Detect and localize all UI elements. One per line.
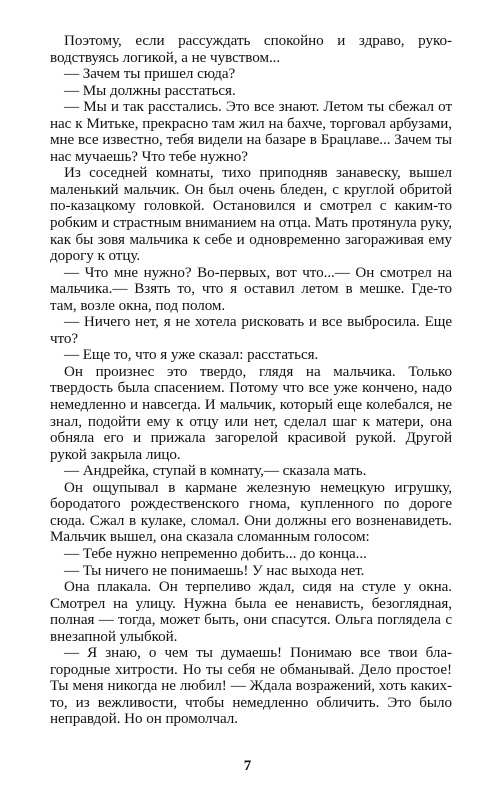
paragraph: — Ты ничего не понимаешь! У нас выхода нет. <box>64 562 365 579</box>
paragraph: — Мы должны расстаться. <box>64 82 236 99</box>
paragraph: — Мы и так расстались. Это все знают. Летом ты сбежал от нас к Митьке, прекрасно там жил на бахче, торговал арбузами, мне все известно, тебя видели на базаре в Брацлаве... Зачем ты нас мучаешь? Что тебе нужно? <box>50 99 452 165</box>
paragraph: — Тебе нужно непременно добить... до конца... <box>64 545 367 562</box>
paragraph: Из соседней комнаты, тихо приподняв занавеску, вышел маленький мальчик. Он был очень бледен, с круглой обритой по-казацкому головкой. Остановился и смотрел с каким-то робким и страстным вниманием на отца. Мать протянула руку, как бы зовя мальчика к себе и одновременно загораживая ему дорогу к отцу. <box>50 165 452 265</box>
paragraph: — Зачем ты пришел сюда? <box>64 66 236 83</box>
paragraph: — Андрейка, ступай в комнату,— сказала мать. <box>64 463 367 480</box>
body-text <box>50 33 452 728</box>
paragraph: — Что мне нужно? Во-первых, вот что...— Он смотрел на мальчика.— Взять то, что я оставил летом в мешке. Где-то там, возле окна, под полом. <box>50 264 452 314</box>
paragraph: Она плакала. Он терпеливо ждал, сидя на стуле у окна. Смотрел на улицу. Нужна была ее ненависть, безоглядная, полная — тогда, может быть, они спасутся. Ольга поглядела с внезапной улыбкой. <box>50 579 452 645</box>
page-number: 7 <box>243 758 252 774</box>
paragraph: — Еще то, что я уже сказал: расстаться. <box>64 347 319 364</box>
paragraph: — Я знаю, о чем ты думаешь! Понимаю все твои благородные хитрости. Но ты себя не обманывай. Дело простое! Ты меня никогда не любил! — Ждала возражений, хоть каких-то, из вежливости, чтобы немедленно обличить. Это было неправдой. Но он промолчал. <box>50 645 452 728</box>
paragraph: Он ощупывал в кармане железную немецкую игрушку, бородатого рождественского гнома, купленного по дороге сюда. Сжал в кулаке, сломал. Они должны его возненавидеть. Мальчик вышел, она сказала сломанным голосом: <box>50 479 452 546</box>
paragraph: Поэтому, если рассуждать спокойно и здраво, руководствуясь логикой, а не чувством... <box>50 33 452 66</box>
paragraph: Он произнес это твердо, глядя на мальчика. Только твердость была спасением. Потому что все уже кончено, надо немедленно и навсегда. И мальчик, который еще колебался, не знал, подойти ему к отцу или нет, сделал шаг к матери, она обняла его и прижала загорелой красивой рукой. Другой рукой закрыла лицо. <box>50 363 452 463</box>
paragraph: — Ничего нет, я не хотела рисковать и все выбросила. Еще что? <box>50 314 452 347</box>
